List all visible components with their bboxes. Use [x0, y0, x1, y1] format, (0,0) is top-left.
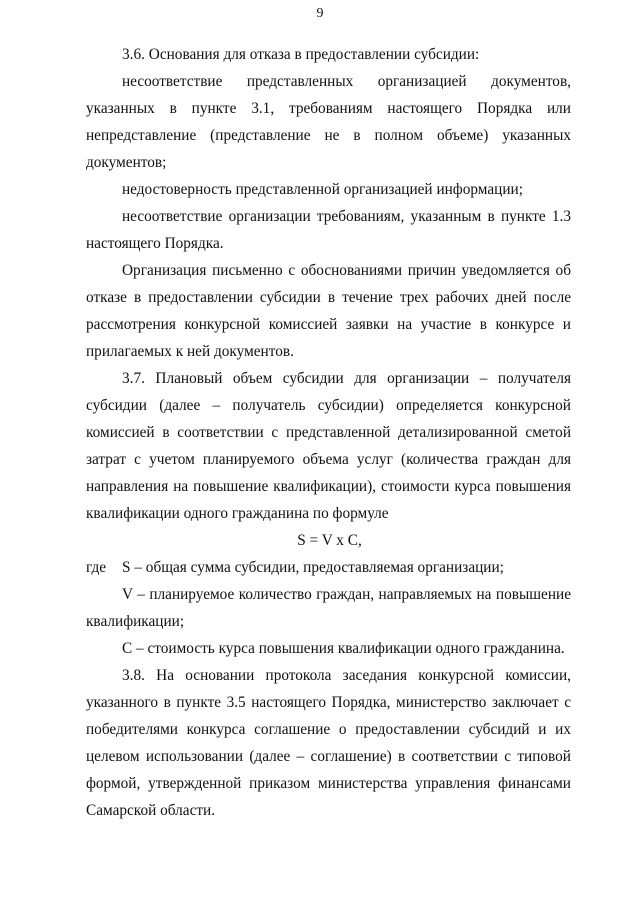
- paragraph-refusal-ground-3: несоответствие организации требованиям, указанным в пункте 1.3 настоящего Порядка.: [86, 208, 571, 252]
- paragraph-3-6-heading: 3.6. Основания для отказа в предоставлении субсидии:: [122, 46, 480, 63]
- document-body: [86, 41, 571, 824]
- definition-s-text: S – общая сумма субсидии, предоставляемая организации;: [122, 559, 504, 576]
- paragraph-3-8: 3.8. На основании протокола заседания конкурсной комиссии, указанного в пункте 3.5 настоящего Порядка, министерство заключает с победителями конкурса соглашение о предоставлении субсидий и их целевом использовании (далее – соглашение) в соответствии с типовой формой, утвержденной приказом министерства управления финансами Самарской области.: [86, 667, 571, 819]
- formula-definition-c: C – стоимость курса повышения квалификации одного гражданина.: [122, 640, 565, 657]
- formula-definition-v: V – планируемое количество граждан, направляемых на повышение квалификации;: [86, 586, 571, 630]
- paragraph-refusal-ground-2: недостоверность представленной организацией информации;: [122, 181, 523, 198]
- page-number: 9: [316, 6, 324, 21]
- formula-definition-s: [86, 554, 571, 581]
- paragraph-3-7: 3.7. Плановый объем субсидии для организации – получателя субсидии (далее – получатель субсидии) определяется конкурсной комиссией в соответствии с представленной детализированной сметой затрат с учетом планируемого объема услуг (количества граждан для направления на повышение квалификации), стоимости курса повышения квалификации одного гражданина по формуле: [86, 370, 571, 522]
- where-word: где: [86, 559, 107, 576]
- paragraph-refusal-ground-1: несоответствие представленных организацией документов, указанных в пункте 3.1, требованиям настоящего Порядка или непредставление (представление не в полном объеме) указанных документов;: [86, 73, 571, 171]
- subsidy-formula: S = V x C,: [297, 532, 362, 549]
- paragraph-refusal-notice: Организация письменно с обоснованиями причин уведомляется об отказе в предоставлении субсидии в течение трех рабочих дней после рассмотрения конкурсной комиссией заявки на участие в конкурсе и прилагаемых к ней документов.: [86, 262, 571, 360]
